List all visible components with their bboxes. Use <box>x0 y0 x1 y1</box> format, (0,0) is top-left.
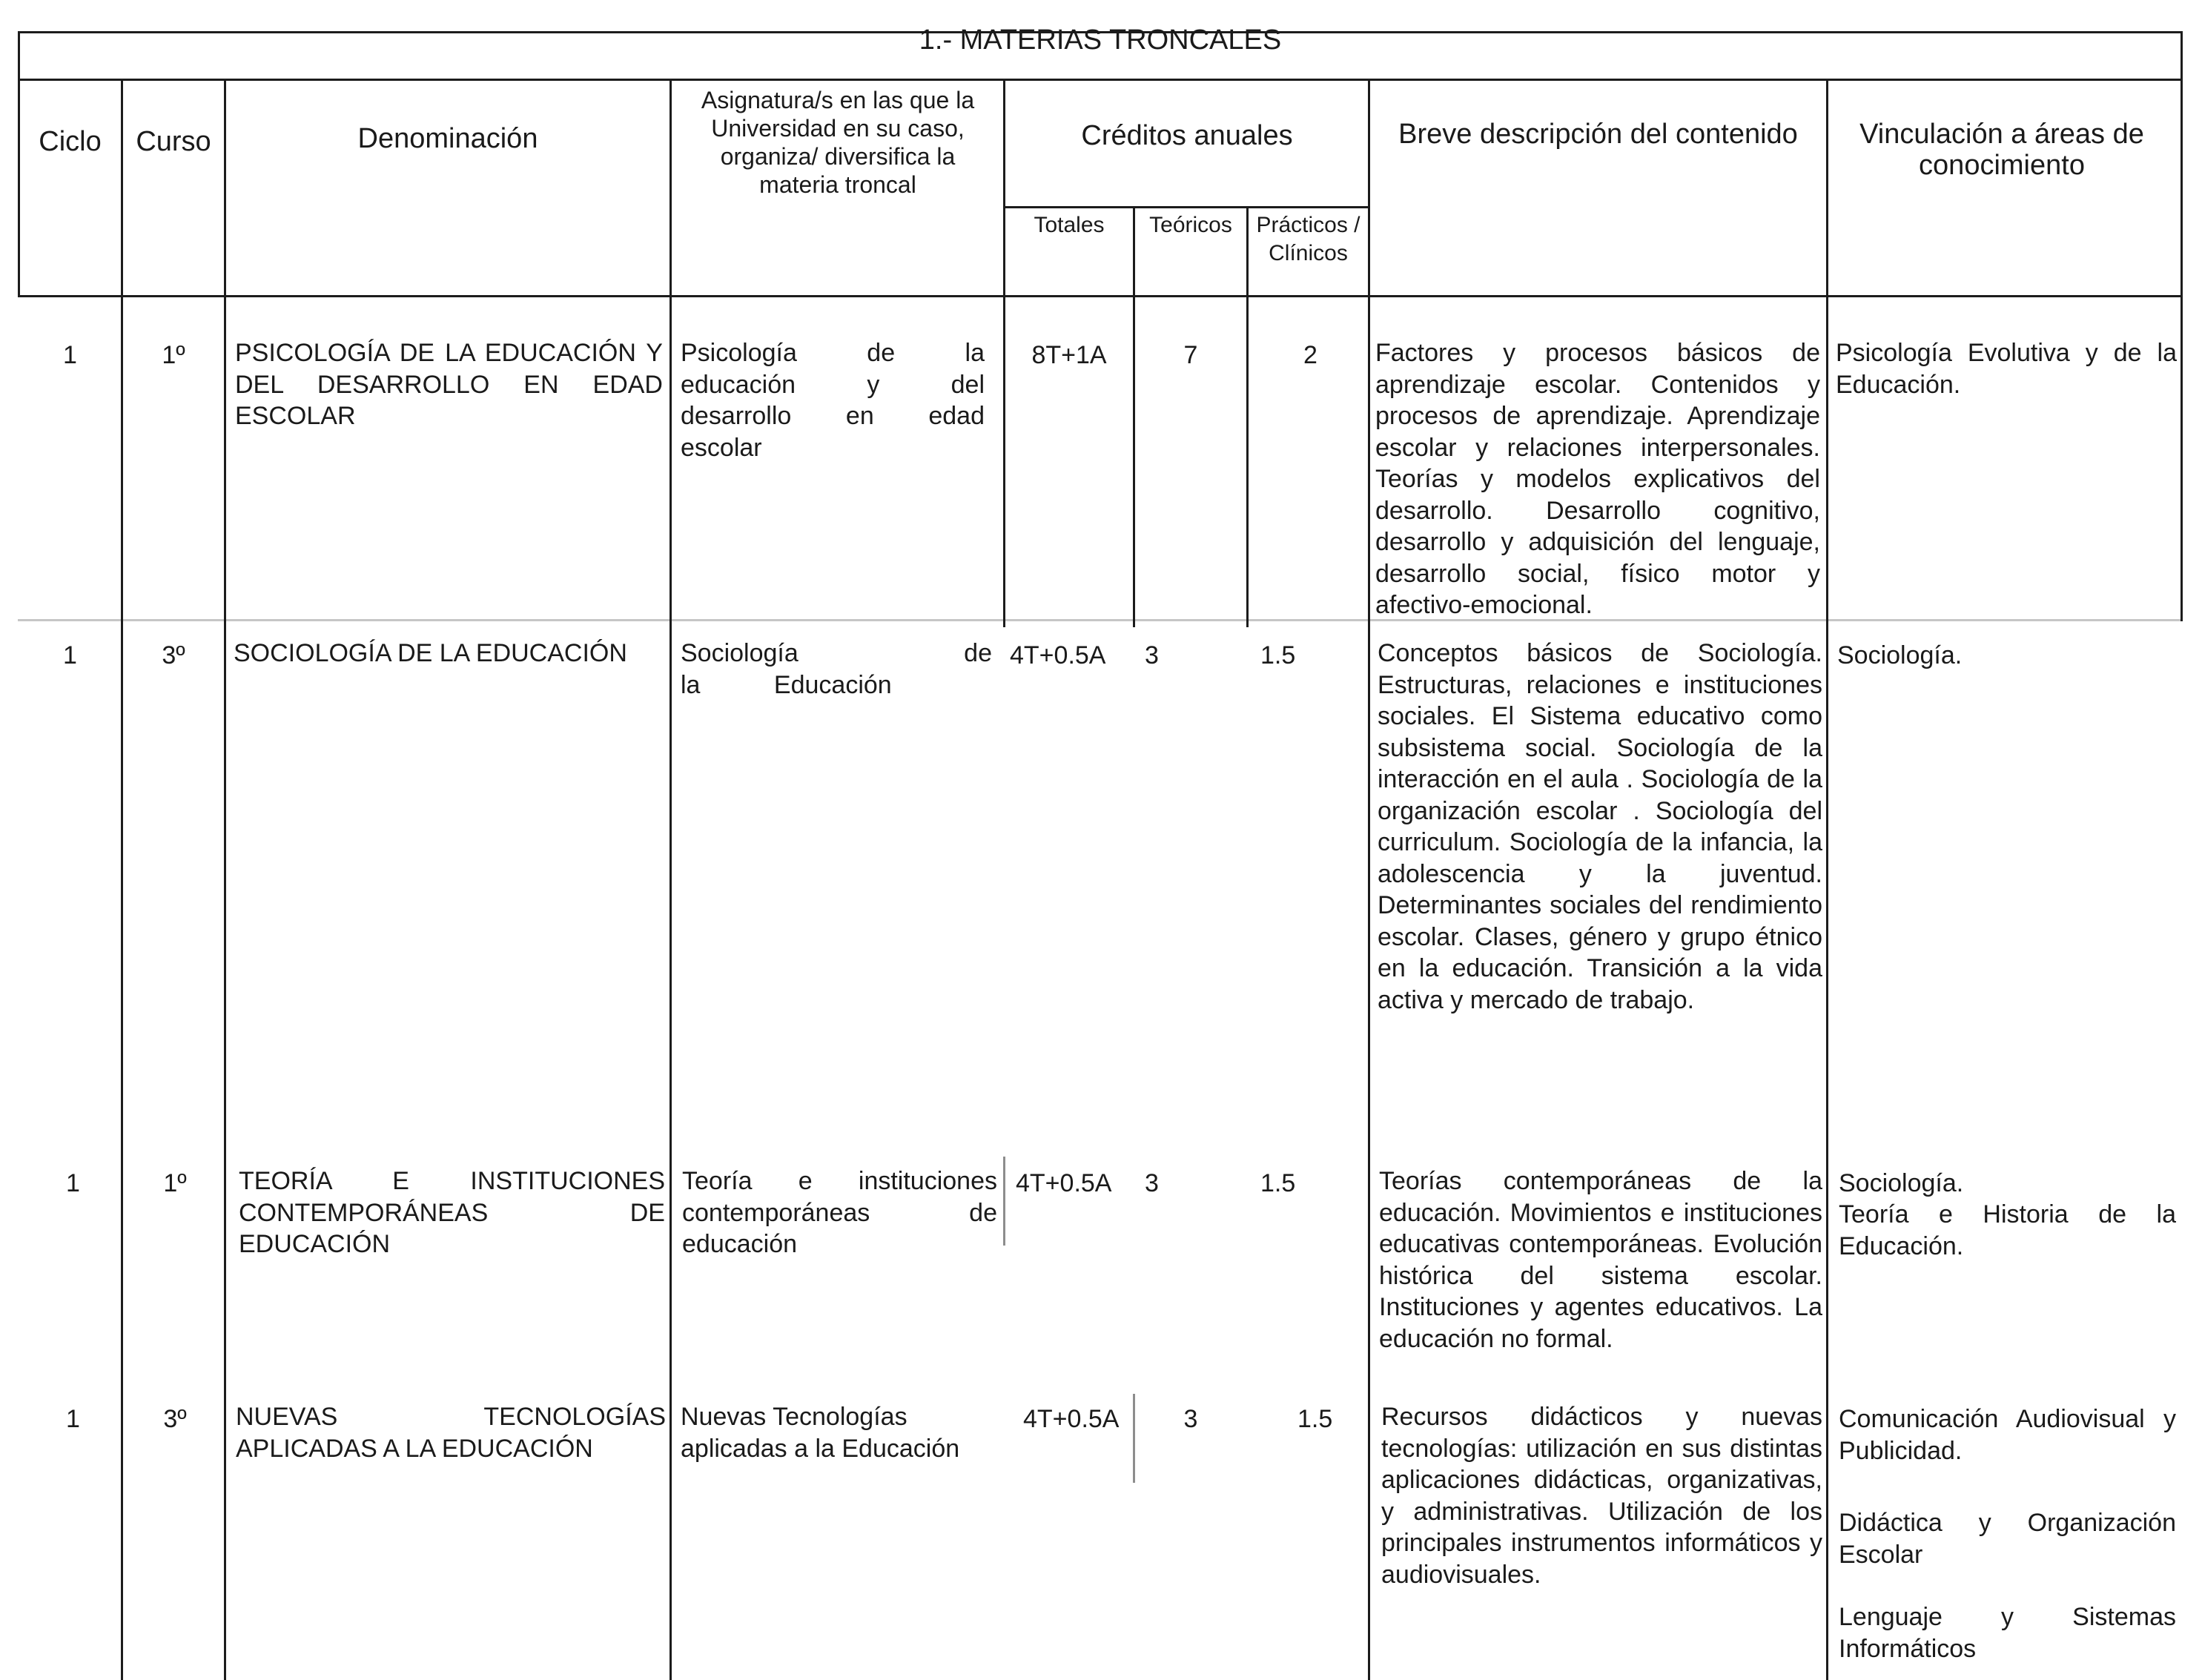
header-descripcion: Breve descripción del contenido <box>1398 119 1798 150</box>
cell-vinculacion: Psicología Evolutiva y de la Educación. <box>1836 339 2177 399</box>
cell-practicos: 1.5 <box>1260 641 1296 669</box>
title-row-border <box>18 79 2183 81</box>
col-sep-practicos-descripcion <box>1368 79 1370 1680</box>
row-separator-1 <box>18 619 2183 621</box>
cell-teoricos: 3 <box>1145 1169 1159 1197</box>
cell-totales: 4T+0.5A <box>1010 641 1106 669</box>
cell-ciclo: 1 <box>66 1169 80 1197</box>
table-right-border <box>2180 31 2183 297</box>
cell-denominacion: NUEVAS TECNOLOGÍAS APLICADAS A LA EDUCACIÓN <box>236 1403 666 1463</box>
header-vinculacion: Vinculación a áreas de conocimiento <box>1859 119 2144 181</box>
cell-teoricos: 3 <box>1183 1405 1198 1433</box>
cell-curso: 1º <box>163 1169 187 1197</box>
col-sep-descripcion-vinculacion <box>1826 79 1828 1680</box>
col-sep-teoricos-practicos <box>1246 206 1249 627</box>
cell-practicos: 1.5 <box>1260 1169 1296 1197</box>
col-sep-ciclo-curso <box>121 79 123 1680</box>
header-ciclo: Ciclo <box>39 126 102 157</box>
header-bottom-border <box>18 295 2183 297</box>
cell-descripcion: Teorías contemporáneas de la educación. Movimientos e instituciones educativas contemporáneas. Evolución histórica del sistema escolar. Instituciones y agentes educativos. La educación no formal. <box>1379 1167 1822 1353</box>
table-right-border-body <box>2180 295 2183 621</box>
cell-vinculacion-2: Didáctica y Organización Escolar <box>1839 1509 2176 1569</box>
cell-denominacion: SOCIOLOGÍA DE LA EDUCACIÓN <box>234 639 627 667</box>
cell-vinculacion-1: Sociología. <box>1839 1169 1964 1197</box>
cell-totales: 4T+0.5A <box>1016 1169 1112 1197</box>
header-asignaturas: Asignatura/s en las que la Universidad en su caso, organiza/ diversifica la materia troncal <box>701 87 975 198</box>
cell-totales: 4T+0.5A <box>1023 1405 1120 1433</box>
cell-practicos: 1.5 <box>1297 1405 1333 1433</box>
header-creditos: Créditos anuales <box>1081 120 1293 151</box>
cell-teoricos: 7 <box>1183 341 1198 369</box>
header-teoricos: Teóricos <box>1149 213 1232 237</box>
cell-teoricos: 3 <box>1145 641 1159 669</box>
table-left-border <box>18 31 20 297</box>
cell-asignatura: Psicología de la educación y del desarrollo en edad escolar <box>681 339 985 462</box>
header-curso: Curso <box>136 126 211 157</box>
header-totales: Totales <box>1034 213 1105 237</box>
cell-ciclo: 1 <box>63 641 77 669</box>
cell-vinculacion-3: Lenguaje y Sistemas Informáticos <box>1839 1603 2176 1663</box>
cell-descripcion: Factores y procesos básicos de aprendizaje escolar. Contenidos y procesos de aprendizaje. Aprendizaje escolar y relaciones interpersonales. Teorías y modelos explicativos del desarrollo. Desarrollo cognitivo, desarrollo y adquisición del lenguaje, desarrollo social, físico motor y afectivo-emocional. <box>1375 339 1820 619</box>
cell-vinculacion-1: Comunicación Audiovisual y Publicidad. <box>1839 1405 2176 1465</box>
col-sep-asignatura-totales-lower <box>1003 1157 1005 1246</box>
header-denominacion: Denominación <box>357 123 538 154</box>
cell-denominacion: TEORÍA E INSTITUCIONES CONTEMPORÁNEAS DE EDUCACIÓN <box>239 1167 665 1258</box>
cell-asignatura: Sociología de la Educación <box>681 639 992 699</box>
cell-curso: 3º <box>162 641 185 669</box>
cell-descripcion: Conceptos básicos de Sociología. Estructuras, relaciones e instituciones sociales. El Sistema educativo como subsistema social. Sociología de la interacción en el aula . Sociología de la organización escolar . Sociología del curriculum. Sociología de la infancia, la adolescencia y la juventud. Determinantes sociales del rendimiento escolar. Clases, género y grupo étnico en la educación. Transición a la vida activa y mercado de trabajo. <box>1378 639 1822 1014</box>
table-title: 1.- MATERIAS TRONCALES <box>919 24 1282 56</box>
cell-asignatura: Teoría e instituciones contemporáneas de educación <box>682 1167 997 1258</box>
col-sep-curso-denominacion <box>224 79 226 1680</box>
credits-subheader-border <box>1003 206 1369 208</box>
cell-asignatura: Nuevas Tecnologías aplicadas a la Educación <box>681 1403 960 1463</box>
cell-practicos: 2 <box>1303 341 1317 369</box>
cell-ciclo: 1 <box>66 1405 80 1433</box>
cell-descripcion: Recursos didácticos y nuevas tecnologías: utilización en sus distintas aplicaciones didácticas, organizativas, y administrativas. Utilización de los principales instrumentos informáticos y audiovisuales. <box>1381 1403 1822 1589</box>
col-sep-denominacion-asignatura <box>669 79 672 1680</box>
cell-vinculacion: Sociología. <box>1837 641 1963 669</box>
cell-curso: 3º <box>163 1405 187 1433</box>
col-sep-totales-teoricos <box>1133 206 1135 627</box>
header-practicos: Prácticos / Clínicos <box>1256 213 1360 265</box>
cell-ciclo: 1 <box>63 341 77 369</box>
cell-totales: 8T+1A <box>1031 341 1107 369</box>
cell-vinculacion-2: Teoría e Historia de la Educación. <box>1839 1200 2176 1260</box>
cell-denominacion: PSICOLOGÍA DE LA EDUCACIÓN Y DEL DESARROLLO EN EDAD ESCOLAR <box>235 339 663 430</box>
cell-curso: 1º <box>162 341 185 369</box>
